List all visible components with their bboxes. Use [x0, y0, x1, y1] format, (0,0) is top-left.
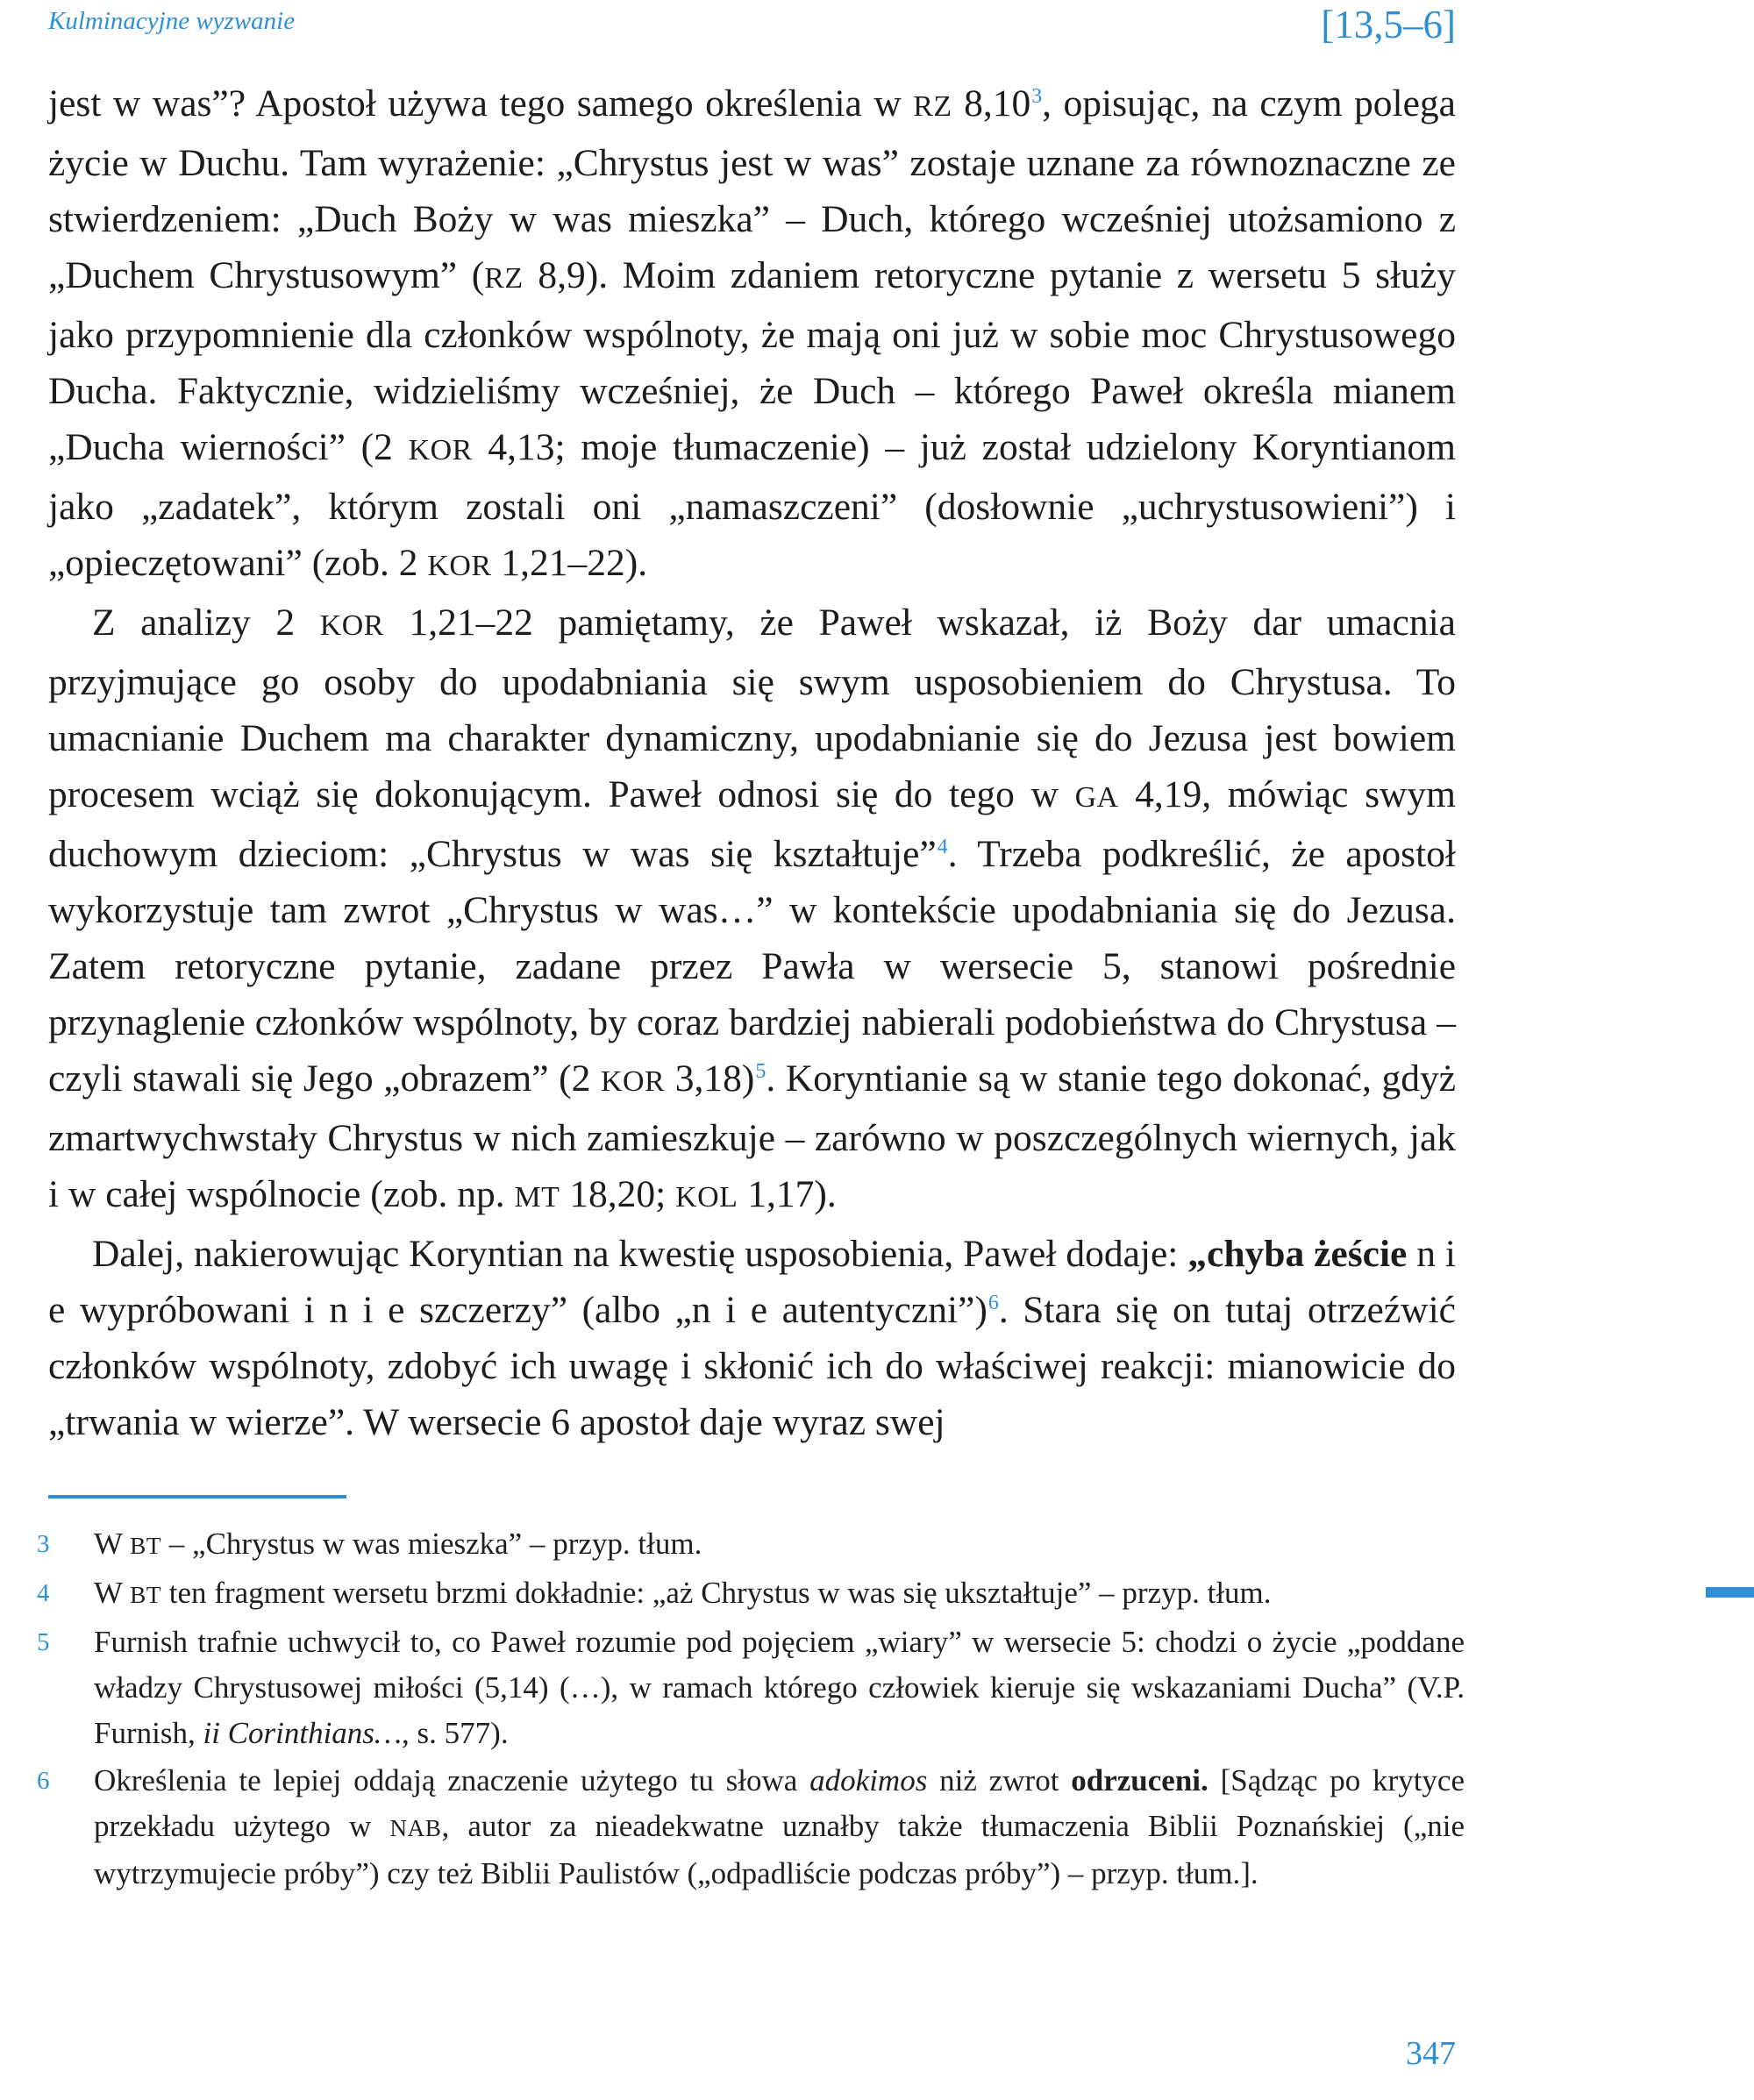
abbrev: BT — [130, 1582, 162, 1608]
page-number: 347 — [1406, 2035, 1456, 2072]
footnote-text — [94, 1619, 1465, 1756]
text-span: . Trzeba podkreślić, że apostoł wykorzystuje tam zwrot „Chrystus w was…” w kontekście upodabniania się do Jezusa. Zatem retoryczne pytanie, zadane przez Pawła w wersecie 5, stanowi pośrednie przynaglenie członków wspólnoty, by coraz bardziej nabierali podobieństwa do Chrystusa – czyli stawali się Jego „obrazem” (2 — [48, 833, 1456, 1100]
scripture-ref: RZ — [484, 262, 524, 295]
quote-emphasis: „chyba żeście — [1187, 1233, 1408, 1275]
running-title: Kulminacyjne wyzwanie — [48, 7, 296, 35]
scripture-ref: KOR — [601, 1065, 666, 1098]
text-span: W — [94, 1527, 131, 1561]
scripture-ref: RZ — [913, 90, 952, 123]
text-span: Dalej, nakierowując Koryntian na kwestię usposobienia, Paweł dodaje: — [92, 1233, 1188, 1275]
text-span: 4,13; moje tłumaczenie) – już został udzielony Koryntianom jako „zadatek”, którym zostali oni „namaszczeni” (dosłownie „uchrystusowieni”) i „opieczętowani” (zob. 2 — [48, 426, 1456, 584]
book-title: ii Corinthians… — [203, 1716, 403, 1750]
text-span: Furnish trafnie uchwycił to, co Paweł rozumie pod pojęciem „wiary” w wersecie 5: chodzi o życie „poddane władzy Chrystusowej miłości (5,14) (…), w ramach którego człowiek kieruje się wskazaniami Ducha” (V.P. Furnish, — [94, 1625, 1465, 1750]
footnote-number: 3 — [37, 1530, 50, 1558]
paragraph-1 — [48, 75, 1456, 594]
text-span: jest w was”? Apostoł używa tego samego określenia w — [48, 82, 914, 125]
text-span: , opisując, na czym polega życie w Duchu. Tam wyrażenie: „Chrystus jest w was” zostaje uznane za równoznaczne ze stwierdzeniem: „Duch Boży w was mieszka” – Duch, którego wcześniej utożsamiono z „Duchem Chrystusowym” ( — [48, 82, 1456, 296]
scripture-ref: KOL — [675, 1181, 738, 1214]
text-span: [Sądząc po krytyce przekładu użytego w — [94, 1763, 1465, 1843]
scripture-ref: KOR — [408, 434, 473, 466]
footnote-marker[interactable]: 3 — [1031, 84, 1043, 108]
text-span: , autor za nieadekwatne uznałby także tłumaczenia Biblii Poznańskiej („nie wytrzymujecie próby”) czy też Biblii Paulistów („odpadliście podczas próby”) – przyp. tłum.]. — [94, 1809, 1465, 1890]
scripture-ref: KOR — [319, 609, 384, 642]
thumb-index-mark — [1706, 1587, 1754, 1598]
footnote-divider — [48, 1495, 346, 1498]
footnote-marker[interactable]: 6 — [988, 1291, 999, 1314]
scripture-ref: KOR — [427, 550, 492, 582]
greek-term: adokimos — [809, 1763, 928, 1797]
footnote-4 — [35, 1570, 1465, 1618]
text-span: ten fragment wersetu brzmi dokładnie: „aż Chrystus w was się ukształtuje” – przyp. tłum. — [161, 1576, 1272, 1610]
footnote-text — [94, 1521, 1465, 1569]
main-text — [48, 75, 1456, 1450]
text-span: . Stara się on tutaj otrzeźwić członków wspólnoty, zdobyć ich uwagę i skłonić ich do właściwej reakcji: mianowicie do „trwania w wierze”. W wersecie 6 apostoł daje wyraz swej — [48, 1289, 1456, 1443]
paragraph-2 — [48, 594, 1456, 1226]
text-span: 1,21–22 pamiętamy, że Paweł wskazał, iż Boży dar umacnia przyjmujące go osoby do upodabniania się swym usposobieniem do Chrystusa. To umacnianie Duchem ma charakter dynamiczny, upodabnianie się do Jezusa jest bowiem procesem wciąż się dokonującym. Paweł odnosi się do tego w — [48, 602, 1456, 815]
scripture-ref: MT — [514, 1181, 560, 1214]
text-span: , s. 577). — [402, 1716, 509, 1750]
text-span: 8,9). Moim zdaniem retoryczne pytanie z wersetu 5 służy jako przypomnienie dla członków wspólnoty, że mają oni już w sobie moc Chrystusowego Ducha. Faktycznie, widzieliśmy wcześniej, że Duch – którego Paweł określa mianem „Ducha wierności” (2 — [48, 254, 1456, 468]
abbrev: BT — [130, 1533, 162, 1559]
text-span: 1,21–22). — [491, 542, 648, 584]
footnote-3 — [35, 1521, 1465, 1569]
footnote-6 — [35, 1758, 1465, 1897]
text-span: Z analizy 2 — [92, 602, 320, 644]
text-span: niż zwrot — [927, 1763, 1072, 1797]
scripture-ref: GA — [1074, 781, 1119, 814]
abbrev: NAB — [389, 1815, 442, 1841]
text-span: – „Chrystus w was mieszka” – przyp. tłum. — [161, 1527, 702, 1561]
bold-term: odrzuceni. — [1071, 1763, 1209, 1797]
footnote-text — [94, 1570, 1465, 1618]
text-span: . Koryntianie są w stanie tego dokonać, gdyż zmartwychwstały Chrystus w nich zamieszkuje – zarówno w poszczególnych wiernych, jak i w całej wspólnocie (zob. np. — [48, 1057, 1456, 1215]
footnote-marker[interactable]: 4 — [937, 835, 948, 858]
footnotes — [35, 1521, 1465, 1898]
footnote-text — [94, 1758, 1465, 1897]
text-span: Określenia te lepiej oddają znaczenie użytego tu słowa — [94, 1763, 810, 1797]
text-span: n i e wypróbowani i n i e szczerzy” (albo „n i e autentyczni”) — [48, 1233, 1456, 1331]
text-span: W — [94, 1576, 131, 1610]
footnote-number: 6 — [37, 1767, 50, 1795]
paragraph-3 — [48, 1226, 1456, 1450]
section-reference: [13,5–6] — [1321, 3, 1456, 46]
footnote-number: 4 — [37, 1579, 50, 1607]
text-span: 8,10 — [952, 82, 1031, 125]
text-span: 1,17). — [738, 1173, 837, 1215]
footnote-5 — [35, 1619, 1465, 1756]
text-span: 18,20; — [560, 1173, 676, 1215]
footnote-marker[interactable]: 5 — [755, 1059, 766, 1083]
text-span: 3,18) — [665, 1057, 755, 1100]
text-span: 4,19, mówiąc swym duchowym dzieciom: „Chrystus w was się kształtuje” — [48, 773, 1456, 875]
footnote-number: 5 — [37, 1628, 50, 1656]
